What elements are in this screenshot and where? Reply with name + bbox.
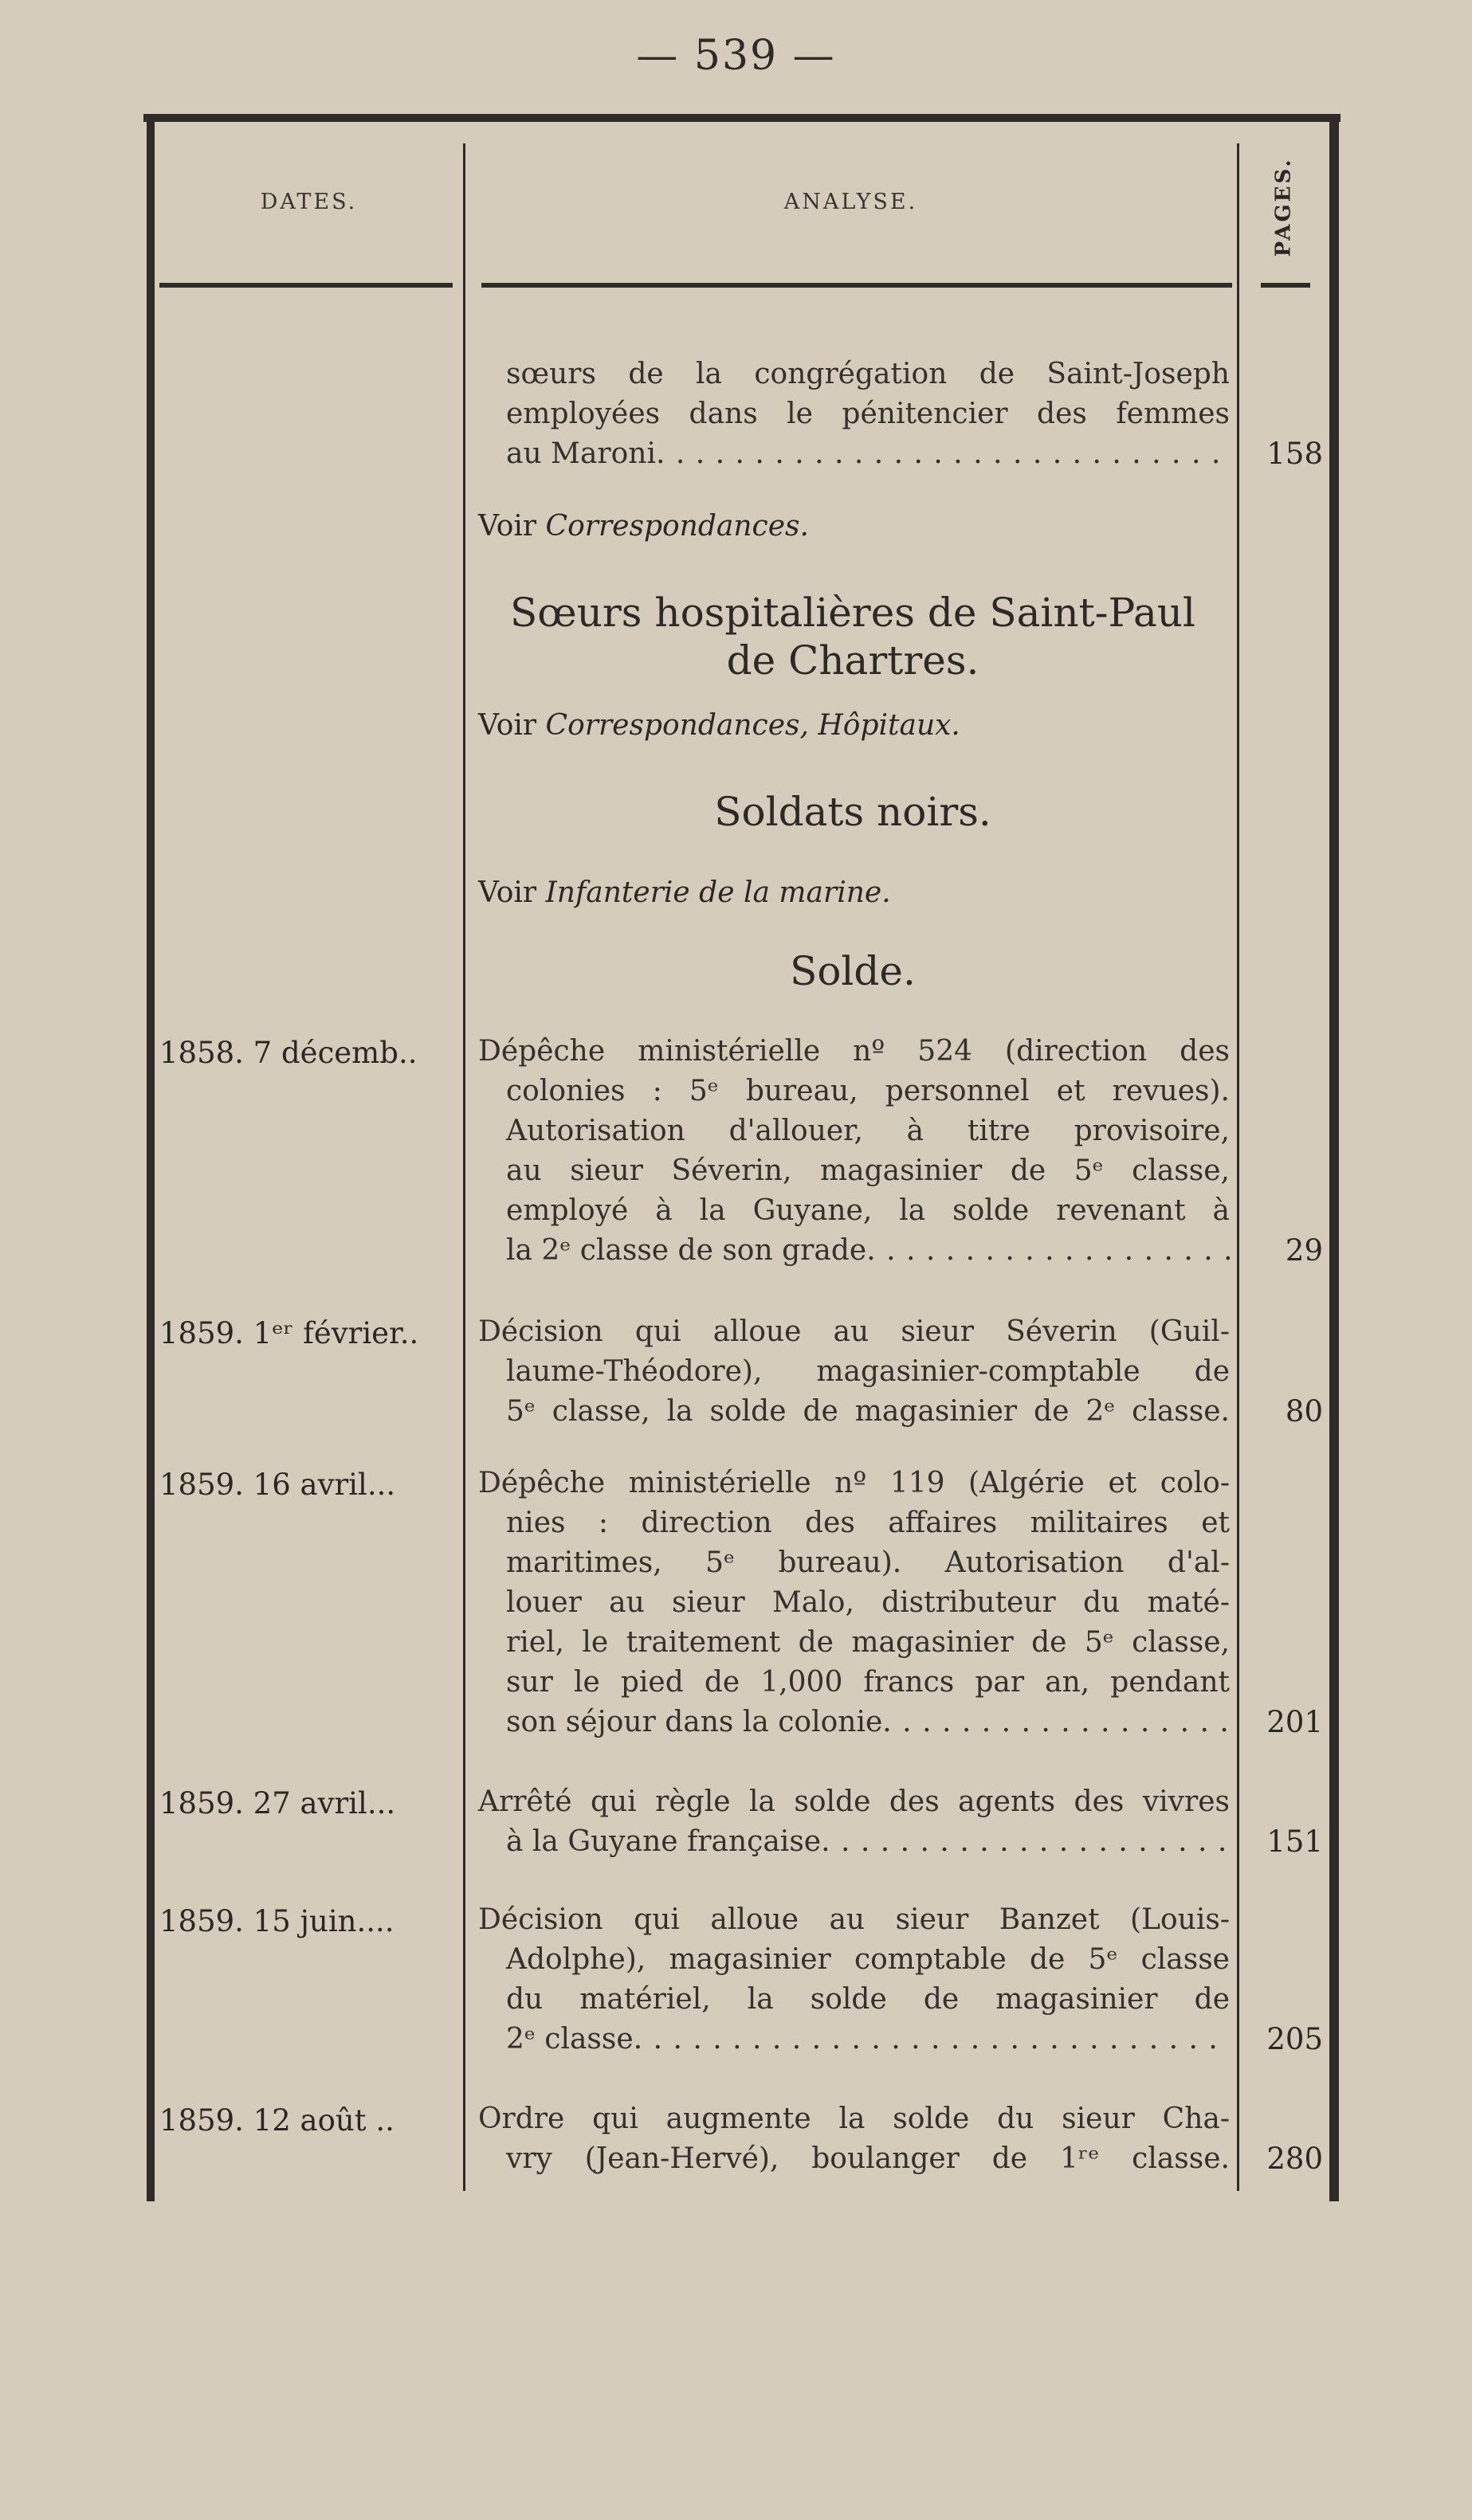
section-heading: Sœurs hospitalières de Saint-Paul bbox=[510, 590, 1195, 636]
entry-line-text: à la Guyane française bbox=[506, 1825, 822, 1858]
entry-line bbox=[506, 1703, 1230, 1742]
continuation-line: sœurs de la congrégation de Saint-Joseph bbox=[506, 358, 1230, 390]
entry-line: Adolphe), magasinier comptable de 5ᵉ classe bbox=[506, 1943, 1230, 1976]
entry-line: Décision qui alloue au sieur Séverin (Guil- bbox=[478, 1315, 1230, 1348]
entry-line-text: 2ᵉ classe bbox=[506, 2023, 634, 2056]
entry-line-text: la 2ᵉ classe de son grade bbox=[506, 1234, 867, 1267]
continuation-line bbox=[506, 434, 1230, 474]
see-also-reference bbox=[478, 876, 891, 909]
entry-line: du matériel, la solde de magasinier de bbox=[506, 1983, 1230, 2016]
header-pages: PAGES. bbox=[1271, 157, 1296, 257]
header-pages-wrap bbox=[1243, 143, 1323, 271]
entry-line: riel, le traitement de magasinier de 5ᵉ classe, bbox=[506, 1626, 1230, 1659]
section-heading: de Chartres. bbox=[726, 637, 979, 684]
entry-line: vry (Jean-Hervé), boulanger de 1ʳᵉ classe. bbox=[506, 2142, 1230, 2175]
page-number: — 539 — bbox=[636, 32, 836, 80]
entry-date: 1859. 27 avril... bbox=[159, 1786, 396, 1820]
see-also-reference bbox=[478, 709, 960, 742]
section-heading: Solde. bbox=[790, 948, 916, 994]
entry-line: Dépêche ministérielle nº 524 (direction des bbox=[478, 1035, 1230, 1068]
page-ref: 201 bbox=[1266, 1705, 1323, 1739]
entry-line: louer au sieur Malo, distributeur du maté- bbox=[506, 1586, 1230, 1619]
see-also-reference bbox=[478, 510, 809, 543]
entry-line: Autorisation d'allouer, à titre provisoire, bbox=[506, 1115, 1230, 1147]
entry-date: 1859. 16 avril... bbox=[159, 1468, 396, 1502]
see-also-target: Infanterie de la marine. bbox=[545, 876, 891, 909]
continuation-line-text: au Maroni bbox=[506, 437, 656, 470]
entry-line-text: son séjour dans la colonie bbox=[506, 1706, 883, 1738]
header-dates: DATES. bbox=[260, 190, 358, 214]
dot-leader bbox=[821, 1822, 1230, 1862]
entry-date: 1859. 15 juin.... bbox=[159, 1904, 394, 1938]
entry-line bbox=[506, 1231, 1230, 1271]
entry-date: 1859. 12 août .. bbox=[159, 2103, 394, 2138]
header-rule-dates bbox=[159, 283, 453, 288]
column-divider-pages bbox=[1237, 143, 1239, 2191]
see-also-label: Voir bbox=[478, 876, 537, 909]
entry-line bbox=[506, 1822, 1230, 1862]
entry-line bbox=[506, 2020, 1230, 2060]
see-also-label: Voir bbox=[478, 709, 537, 742]
entry-date: 1859. 1ᵉʳ février.. bbox=[159, 1316, 419, 1350]
dot-leader bbox=[656, 434, 1230, 474]
entry-line: laume-Théodore), magasinier-comptable de bbox=[506, 1355, 1230, 1388]
dot-leader bbox=[634, 2020, 1230, 2060]
table-right-border bbox=[1329, 114, 1339, 2201]
page-ref: 29 bbox=[1285, 1233, 1323, 1268]
page-ref: 280 bbox=[1266, 2142, 1323, 2176]
entry-line: maritimes, 5ᵉ bureau). Autorisation d'al- bbox=[506, 1546, 1230, 1579]
entry-line: Arrêté qui règle la solde des agents des vivres bbox=[478, 1785, 1230, 1818]
dot-leader bbox=[866, 1231, 1230, 1271]
entry-line: employé à la Guyane, la solde revenant à bbox=[506, 1194, 1230, 1227]
column-divider-dates bbox=[463, 143, 465, 2191]
page-ref: 151 bbox=[1266, 1824, 1323, 1859]
see-also-target: Correspondances, Hôpitaux. bbox=[545, 709, 960, 742]
entry-line: colonies : 5ᵉ bureau, personnel et revues). bbox=[506, 1075, 1230, 1107]
dot-leader bbox=[882, 1703, 1230, 1742]
entry-line: sur le pied de 1,000 francs par an, pendant bbox=[506, 1666, 1230, 1699]
header-rule-analyse bbox=[481, 283, 1232, 288]
header-rule-pages bbox=[1261, 283, 1310, 288]
section-heading: Soldats noirs. bbox=[714, 789, 991, 835]
entry-line: Décision qui alloue au sieur Banzet (Louis- bbox=[478, 1903, 1230, 1936]
table-top-rule bbox=[143, 114, 1341, 122]
page-ref: 205 bbox=[1266, 2022, 1323, 2056]
entry-line: au sieur Séverin, magasinier de 5ᵉ classe, bbox=[506, 1154, 1230, 1187]
entry-line: Dépêche ministérielle nº 119 (Algérie et colo- bbox=[478, 1467, 1230, 1499]
entry-line: Ordre qui augmente la solde du sieur Cha- bbox=[478, 2103, 1230, 2135]
page-ref: 80 bbox=[1285, 1394, 1323, 1429]
header-analyse: ANALYSE. bbox=[783, 190, 918, 214]
page-ref: 158 bbox=[1266, 437, 1323, 471]
entry-line: nies : direction des affaires militaires et bbox=[506, 1507, 1230, 1539]
entry-line: 5ᵉ classe, la solde de magasinier de 2ᵉ classe. bbox=[506, 1395, 1230, 1428]
entry-date: 1858. 7 décemb.. bbox=[159, 1036, 418, 1070]
continuation-line: employées dans le pénitencier des femmes bbox=[506, 398, 1230, 430]
see-also-target: Correspondances. bbox=[545, 510, 809, 543]
table-left-border bbox=[147, 114, 155, 2201]
see-also-label: Voir bbox=[478, 510, 537, 543]
